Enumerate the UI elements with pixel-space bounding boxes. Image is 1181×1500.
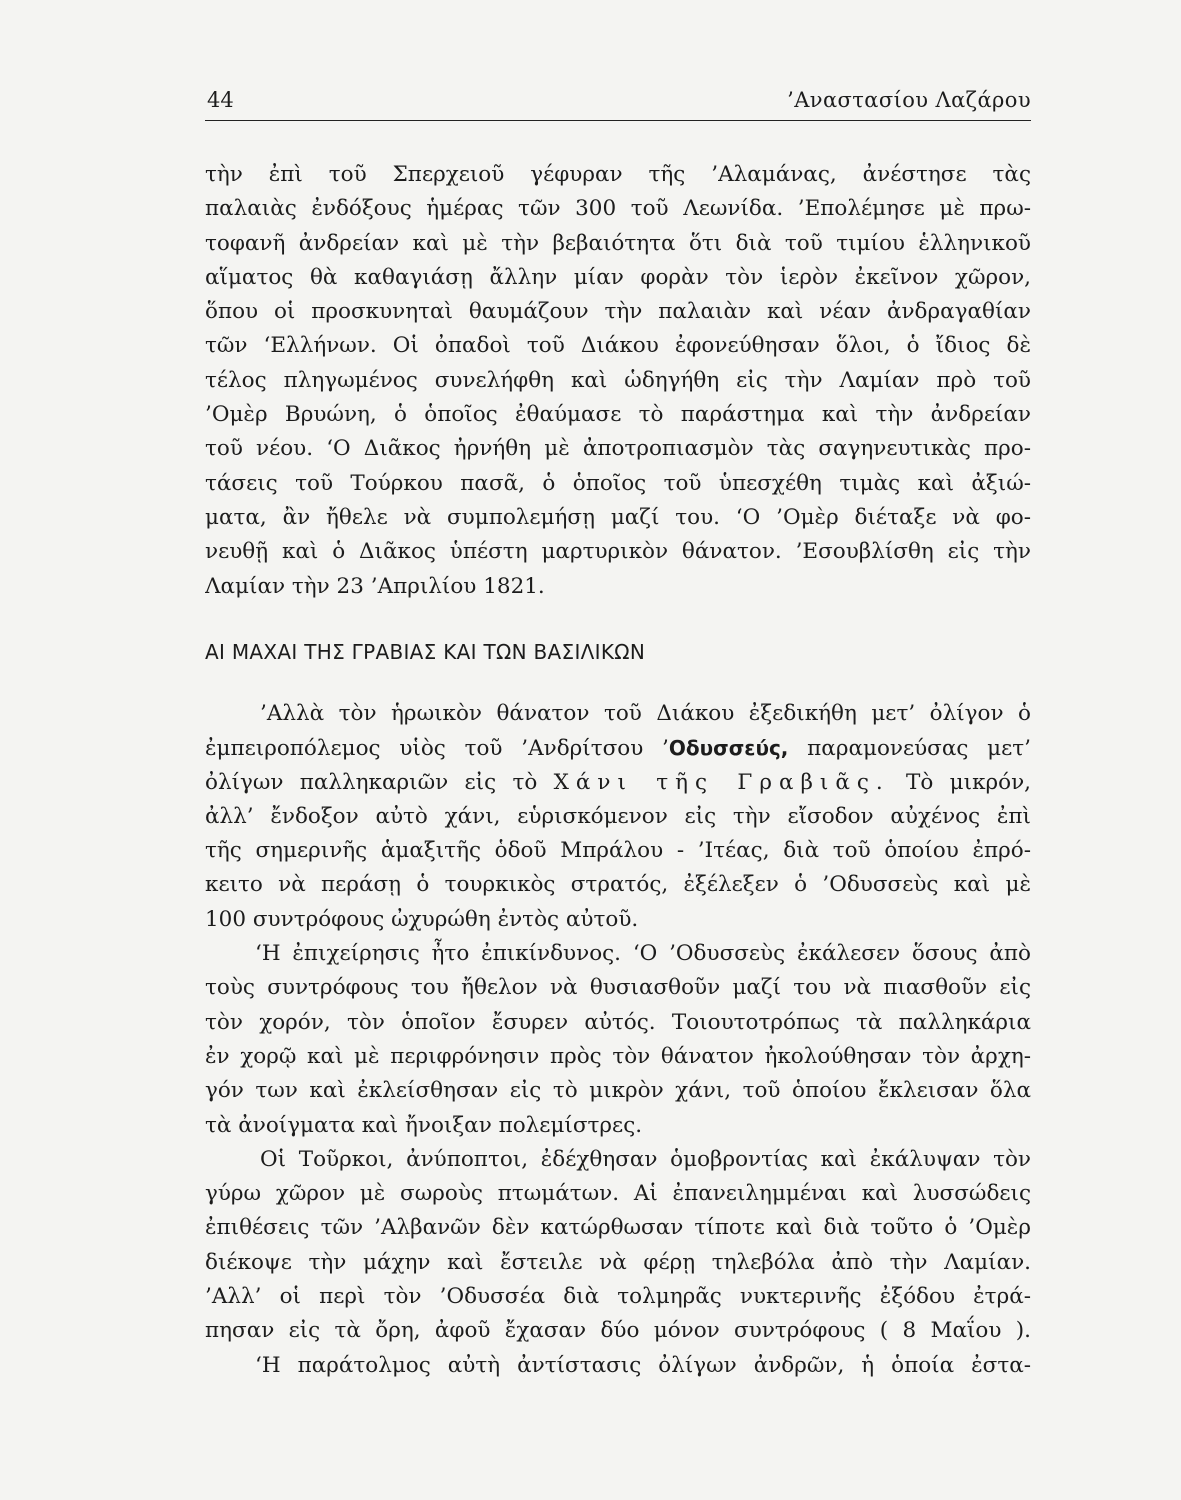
page-header bbox=[205, 84, 1031, 121]
text-line: ‘Η ἐπιχείρησις ἦτο ἐπικίνδυνος. ‘Ο ’Οδυσσεὺς ἐκάλεσεν ὅσους ἀπὸ bbox=[255, 941, 1031, 967]
text-line: τέλος πληγωμένος συνελήφθη καὶ ὡδηγήθη εἰς τὴν Λαμίαν πρὸ τοῦ bbox=[205, 367, 1031, 393]
text-line: κειτο νὰ περάσῃ ὁ τουρκικὸς στρατός, ἐξέλεξεν ὁ ’Οδυσσεὺς καὶ μὲ bbox=[205, 872, 1031, 898]
text-line bbox=[205, 766, 1031, 800]
text-line: Οἱ Τοῦρκοι, ἀνύποπτοι, ἐδέχθησαν ὁμοβροντίας καὶ ἐκάλυψαν τὸν bbox=[260, 1146, 1031, 1172]
text-line: ἐπιθέσεις τῶν ’Αλβανῶν δὲν κατώρθωσαν τίποτε καὶ διὰ τοῦτο ὁ ’Ομὲρ bbox=[205, 1215, 1031, 1241]
text-line: ἐν χορῷ καὶ μὲ περιφρόνησιν πρὸς τὸν θάνατον ἠκολούθησαν τὸν ἀρχη- bbox=[205, 1043, 1031, 1069]
page-number: 44 bbox=[207, 88, 234, 112]
text-line: παλαιὰς ἐνδόξους ἡμέρας τῶν 300 τοῦ Λεωνίδα. ’Επολέμησε μὲ πρω- bbox=[205, 196, 1031, 222]
text-line: τὸν χορόν, τὸν ὁποῖον ἔσυρεν αὐτός. Τοιουτοτρόπως τὰ παλληκάρια bbox=[205, 1009, 1031, 1035]
text-fragment: ἐμπειροπόλεμος υἱὸς τοῦ ’Ανδρίτσου ’ bbox=[205, 736, 669, 762]
text-line: ’Αλλ’ οἱ περὶ τὸν ’Οδυσσέα διὰ τολμηρᾶς νυκτερινῆς ἐξόδου ἐτρά- bbox=[205, 1284, 1031, 1310]
text-line: τοφανῆ ἀνδρείαν καὶ μὲ τὴν βεβαιότητα ὅτι διὰ τοῦ τιμίου ἑλληνικοῦ bbox=[205, 230, 1031, 256]
text-line: ὅπου οἱ προσκυνηταὶ θαυμάζουν τὴν παλαιὰν καὶ νέαν ἀνδραγαθίαν bbox=[205, 299, 1031, 325]
text-line: διέκοψε τὴν μάχην καὶ ἔστειλε νὰ φέρῃ τηλεβόλα ἀπὸ τὴν Λαμίαν. bbox=[205, 1249, 1031, 1275]
text-line: τὴν ἐπὶ τοῦ Σπερχειοῦ γέφυραν τῆς ’Αλαμάνας, ἀνέστησε τὰς bbox=[205, 162, 1031, 187]
paragraph-2 bbox=[205, 697, 1031, 1383]
text-line: τῶν ‘Ελλήνων. Οἱ ὀπαδοὶ τοῦ Διάκου ἐφονεύθησαν ὅλοι, ὁ ἴδιος δὲ bbox=[205, 333, 1031, 359]
text-line: τάσεις τοῦ Τούρκου πασᾶ, ὁ ὁποῖος τοῦ ὑπεσχέθη τιμὰς καὶ ἀξιώ- bbox=[205, 470, 1031, 496]
text-line: Λαμίαν τὴν 23 ’Απριλίου 1821. bbox=[205, 573, 545, 599]
text-line: ματα, ἂν ἤθελε νὰ συμπολεμήσῃ μαζί του. ‘Ο ’Ομὲρ διέταξε νὰ φο- bbox=[205, 504, 1031, 530]
text-line bbox=[205, 731, 1031, 765]
text-line: ἀλλ’ ἔνδοξον αὐτὸ χάνι, εὑρισκόμενον εἰς τὴν εἴσοδον αὐχένος ἐπὶ bbox=[205, 803, 1031, 829]
text-line: γύρω χῶρον μὲ σωροὺς πτωμάτων. Αἱ ἐπανειλημμέναι καὶ λυσσώδεις bbox=[205, 1181, 1031, 1207]
paragraph-1 bbox=[205, 158, 1031, 604]
text-line: ’Ομὲρ Βρυώνη, ὁ ὁποῖος ἐθαύμασε τὸ παράστημα καὶ τὴν ἀνδρείαν bbox=[205, 402, 1031, 428]
text-fragment: ὀλίγων παλληκαριῶν εἰς τὸ bbox=[205, 769, 554, 795]
section-heading: ΑΙ ΜΑΧΑΙ ΤΗΣ ΓΡΑΒΙΑΣ ΚΑΙ ΤΩΝ ΒΑΣΙΛΙΚΩΝ bbox=[205, 640, 646, 664]
text-line: τοὺς συντρόφους του ἤθελον νὰ θυσιασθοῦν μαζί του νὰ πιασθοῦν εἰς bbox=[205, 975, 1031, 1001]
text-line: τὰ ἀνοίγματα καὶ ἤνοιξαν πολεμίστρες. bbox=[205, 1112, 643, 1138]
text-line: αἵματος θὰ καθαγιάσῃ ἄλλην μίαν φορὰν τὸν ἱερὸν ἐκεῖνον χῶρον, bbox=[205, 264, 1031, 290]
place-name-spaced: Χάνι τῆς Γραβιᾶς. bbox=[553, 769, 890, 795]
text-line: τοῦ νέου. ‘Ο Διᾶκος ἠρνήθη μὲ ἀποτροπιασμὸν τὰς σαγηνευτικὰς προ- bbox=[205, 436, 1031, 462]
text-line: ’Αλλὰ τὸν ἡρωικὸν θάνατον τοῦ Διάκου ἐξεδικήθη μετ’ ὀλίγον ὁ bbox=[260, 701, 1031, 726]
text-line: γόν των καὶ ἐκλείσθησαν εἰς τὸ μικρὸν χάνι, τοῦ ὁποίου ἔκλεισαν ὅλα bbox=[205, 1078, 1031, 1104]
name-odysseus-bold: Οδυσσεύς, bbox=[668, 736, 789, 761]
text-line: νευθῇ καὶ ὁ Διᾶκος ὑπέστη μαρτυρικὸν θάνατον. ’Εσουβλίσθη εἰς τὴν bbox=[205, 539, 1031, 565]
text-line: τῆς σημερινῆς ἁμαξιτῆς ὁδοῦ Μπράλου - ’Ιτέας, διὰ τοῦ ὁποίου ἐπρό- bbox=[205, 838, 1031, 864]
text-line: ‘Η παράτολμος αὐτὴ ἀντίστασις ὀλίγων ἀνδρῶν, ἡ ὁποία ἐστα- bbox=[255, 1352, 1031, 1378]
text-line: πησαν εἰς τὰ ὄρη, ἀφοῦ ἔχασαν δύο μόνον συντρόφους ( 8 Μαΐου ). bbox=[205, 1318, 1031, 1344]
text-line: 100 συντρόφους ὠχυρώθη ἐντὸς αὐτοῦ. bbox=[205, 906, 639, 932]
running-head: ’Αναστασίου Λαζάρου bbox=[787, 88, 1031, 112]
text-fragment: Τὸ μικρόν, bbox=[889, 769, 1031, 795]
text-fragment: παραμονεύσας μετ’ bbox=[788, 736, 1031, 762]
